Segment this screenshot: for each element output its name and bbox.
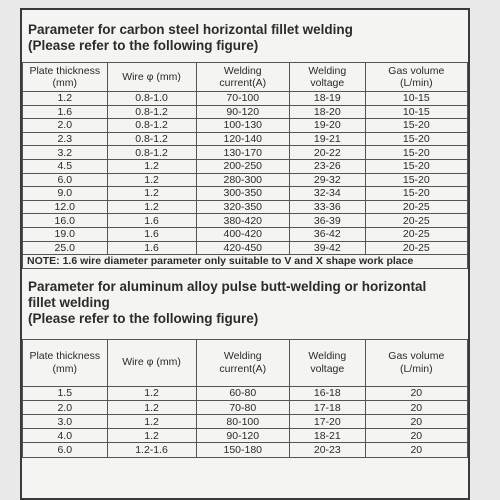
wire-diameter-cell: 1.2 xyxy=(107,200,196,214)
wire-diameter-cell: 1.2 xyxy=(107,429,196,443)
wire-diameter-cell: 1.2 xyxy=(107,187,196,201)
col-gas-volume: Gas volume (L/min) xyxy=(365,63,467,92)
welding-voltage-cell: 33-36 xyxy=(289,200,365,214)
welding-voltage-cell: 39-42 xyxy=(289,241,365,255)
wire-diameter-cell: 0.8-1.2 xyxy=(107,105,196,119)
welding-voltage-cell: 16-18 xyxy=(289,386,365,400)
plate-thickness-cell: 3.2 xyxy=(23,146,108,160)
wire-diameter-cell: 1.2 xyxy=(107,400,196,414)
col-wire-diameter: Wire φ (mm) xyxy=(107,339,196,386)
welding-current-cell: 70-80 xyxy=(196,400,289,414)
section2-title-line2: fillet welding xyxy=(28,294,110,310)
wire-diameter-cell: 1.2 xyxy=(107,415,196,429)
gas-volume-cell: 20-25 xyxy=(365,214,467,228)
welding-voltage-cell: 36-39 xyxy=(289,214,365,228)
gas-volume-cell: 15-20 xyxy=(365,159,467,173)
col-welding-current: Welding current(A) xyxy=(196,339,289,386)
col-plate-thickness: Plate thickness (mm) xyxy=(23,63,108,92)
welding-voltage-cell: 36-42 xyxy=(289,227,365,241)
wire-diameter-cell: 1.2 xyxy=(107,173,196,187)
parameter-plate xyxy=(20,8,470,500)
welding-current-cell: 90-120 xyxy=(196,429,289,443)
wire-diameter-cell: 0.8-1.0 xyxy=(107,92,196,106)
carbon-steel-header-row xyxy=(23,63,468,92)
gas-volume-cell: 15-20 xyxy=(365,187,467,201)
section1-title-line1: Parameter for carbon steel horizontal fillet welding xyxy=(28,22,353,37)
gas-volume-cell: 20 xyxy=(365,443,467,457)
col-welding-voltage: Welding voltage xyxy=(289,63,365,92)
table-row xyxy=(23,105,468,119)
gas-volume-cell: 20 xyxy=(365,386,467,400)
aluminum-header-row xyxy=(23,339,468,386)
table-row xyxy=(23,214,468,228)
gas-volume-cell: 15-20 xyxy=(365,132,467,146)
plate-thickness-cell: 2.3 xyxy=(23,132,108,146)
plate-thickness-cell: 3.0 xyxy=(23,415,108,429)
plate-thickness-cell: 6.0 xyxy=(23,173,108,187)
section2-title-line1: Parameter for aluminum alloy pulse butt-welding or horizontal xyxy=(28,278,427,294)
table-row xyxy=(23,92,468,106)
table-row xyxy=(23,173,468,187)
wire-diameter-cell: 1.2 xyxy=(107,159,196,173)
welding-current-cell: 70-100 xyxy=(196,92,289,106)
col-welding-voltage: Welding voltage xyxy=(289,339,365,386)
wire-diameter-cell: 1.6 xyxy=(107,227,196,241)
plate-thickness-cell: 19.0 xyxy=(23,227,108,241)
wire-diameter-cell: 1.2-1.6 xyxy=(107,443,196,457)
table-row xyxy=(23,443,468,457)
table-row xyxy=(23,241,468,255)
table-row xyxy=(23,415,468,429)
wire-diameter-cell: 0.8-1.2 xyxy=(107,119,196,133)
note-row xyxy=(23,255,468,269)
plate-thickness-cell: 1.6 xyxy=(23,105,108,119)
welding-current-cell: 400-420 xyxy=(196,227,289,241)
welding-voltage-cell: 20-22 xyxy=(289,146,365,160)
gas-volume-cell: 20 xyxy=(365,415,467,429)
welding-current-cell: 130-170 xyxy=(196,146,289,160)
welding-current-cell: 200-250 xyxy=(196,159,289,173)
table-row xyxy=(23,146,468,160)
table-row xyxy=(23,159,468,173)
wire-diameter-cell: 0.8-1.2 xyxy=(107,146,196,160)
welding-current-cell: 420-450 xyxy=(196,241,289,255)
table-row xyxy=(23,400,468,414)
welding-voltage-cell: 29-32 xyxy=(289,173,365,187)
gas-volume-cell: 20 xyxy=(365,400,467,414)
section2-title xyxy=(22,279,468,327)
plate-thickness-cell: 1.5 xyxy=(23,386,108,400)
col-welding-current: Welding current(A) xyxy=(196,63,289,92)
plate-thickness-cell: 4.5 xyxy=(23,159,108,173)
welding-current-cell: 90-120 xyxy=(196,105,289,119)
gas-volume-cell: 20 xyxy=(365,429,467,443)
gas-volume-cell: 20-25 xyxy=(365,227,467,241)
carbon-steel-table xyxy=(22,62,468,269)
gas-volume-cell: 15-20 xyxy=(365,146,467,160)
aluminum-table-body xyxy=(23,386,468,457)
table-row xyxy=(23,200,468,214)
gas-volume-cell: 15-20 xyxy=(365,173,467,187)
carbon-steel-table-body xyxy=(23,92,468,255)
plate-thickness-cell: 2.0 xyxy=(23,400,108,414)
welding-voltage-cell: 19-20 xyxy=(289,119,365,133)
col-wire-diameter: Wire φ (mm) xyxy=(107,63,196,92)
plate-thickness-cell: 12.0 xyxy=(23,200,108,214)
table-row xyxy=(23,119,468,133)
welding-voltage-cell: 17-20 xyxy=(289,415,365,429)
table-row xyxy=(23,429,468,443)
table-row xyxy=(23,386,468,400)
gas-volume-cell: 10-15 xyxy=(365,105,467,119)
plate-thickness-cell: 4.0 xyxy=(23,429,108,443)
welding-voltage-cell: 17-18 xyxy=(289,400,365,414)
section1-title-line2: (Please refer to the following figure) xyxy=(28,38,259,53)
welding-current-cell: 300-350 xyxy=(196,187,289,201)
welding-voltage-cell: 18-20 xyxy=(289,105,365,119)
plate-thickness-cell: 25.0 xyxy=(23,241,108,255)
plate-thickness-cell: 16.0 xyxy=(23,214,108,228)
welding-voltage-cell: 18-21 xyxy=(289,429,365,443)
section2-title-line3: (Please refer to the following figure) xyxy=(28,310,259,326)
plate-thickness-cell: 9.0 xyxy=(23,187,108,201)
gas-volume-cell: 20-25 xyxy=(365,241,467,255)
section1-title xyxy=(22,22,468,54)
gas-volume-cell: 20-25 xyxy=(365,200,467,214)
welding-voltage-cell: 19-21 xyxy=(289,132,365,146)
wire-diameter-cell: 1.6 xyxy=(107,241,196,255)
gas-volume-cell: 15-20 xyxy=(365,119,467,133)
welding-current-cell: 380-420 xyxy=(196,214,289,228)
wire-diameter-cell: 1.2 xyxy=(107,386,196,400)
welding-current-cell: 100-130 xyxy=(196,119,289,133)
col-gas-volume: Gas volume (L/min) xyxy=(365,339,467,386)
wire-diameter-cell: 1.6 xyxy=(107,214,196,228)
table-row xyxy=(23,227,468,241)
welding-current-cell: 280-300 xyxy=(196,173,289,187)
wire-note: NOTE: 1.6 wire diameter parameter only suitable to V and X shape work place xyxy=(23,255,468,269)
table-row xyxy=(23,187,468,201)
wire-diameter-cell: 0.8-1.2 xyxy=(107,132,196,146)
plate-thickness-cell: 2.0 xyxy=(23,119,108,133)
welding-current-cell: 150-180 xyxy=(196,443,289,457)
welding-current-cell: 120-140 xyxy=(196,132,289,146)
welding-voltage-cell: 20-23 xyxy=(289,443,365,457)
plate-thickness-cell: 6.0 xyxy=(23,443,108,457)
col-plate-thickness: Plate thickness (mm) xyxy=(23,339,108,386)
welding-voltage-cell: 18-19 xyxy=(289,92,365,106)
welding-current-cell: 60-80 xyxy=(196,386,289,400)
welding-voltage-cell: 32-34 xyxy=(289,187,365,201)
gas-volume-cell: 10-15 xyxy=(365,92,467,106)
welding-current-cell: 320-350 xyxy=(196,200,289,214)
aluminum-table xyxy=(22,339,468,458)
welding-voltage-cell: 23-26 xyxy=(289,159,365,173)
table-row xyxy=(23,132,468,146)
plate-thickness-cell: 1.2 xyxy=(23,92,108,106)
welding-current-cell: 80-100 xyxy=(196,415,289,429)
